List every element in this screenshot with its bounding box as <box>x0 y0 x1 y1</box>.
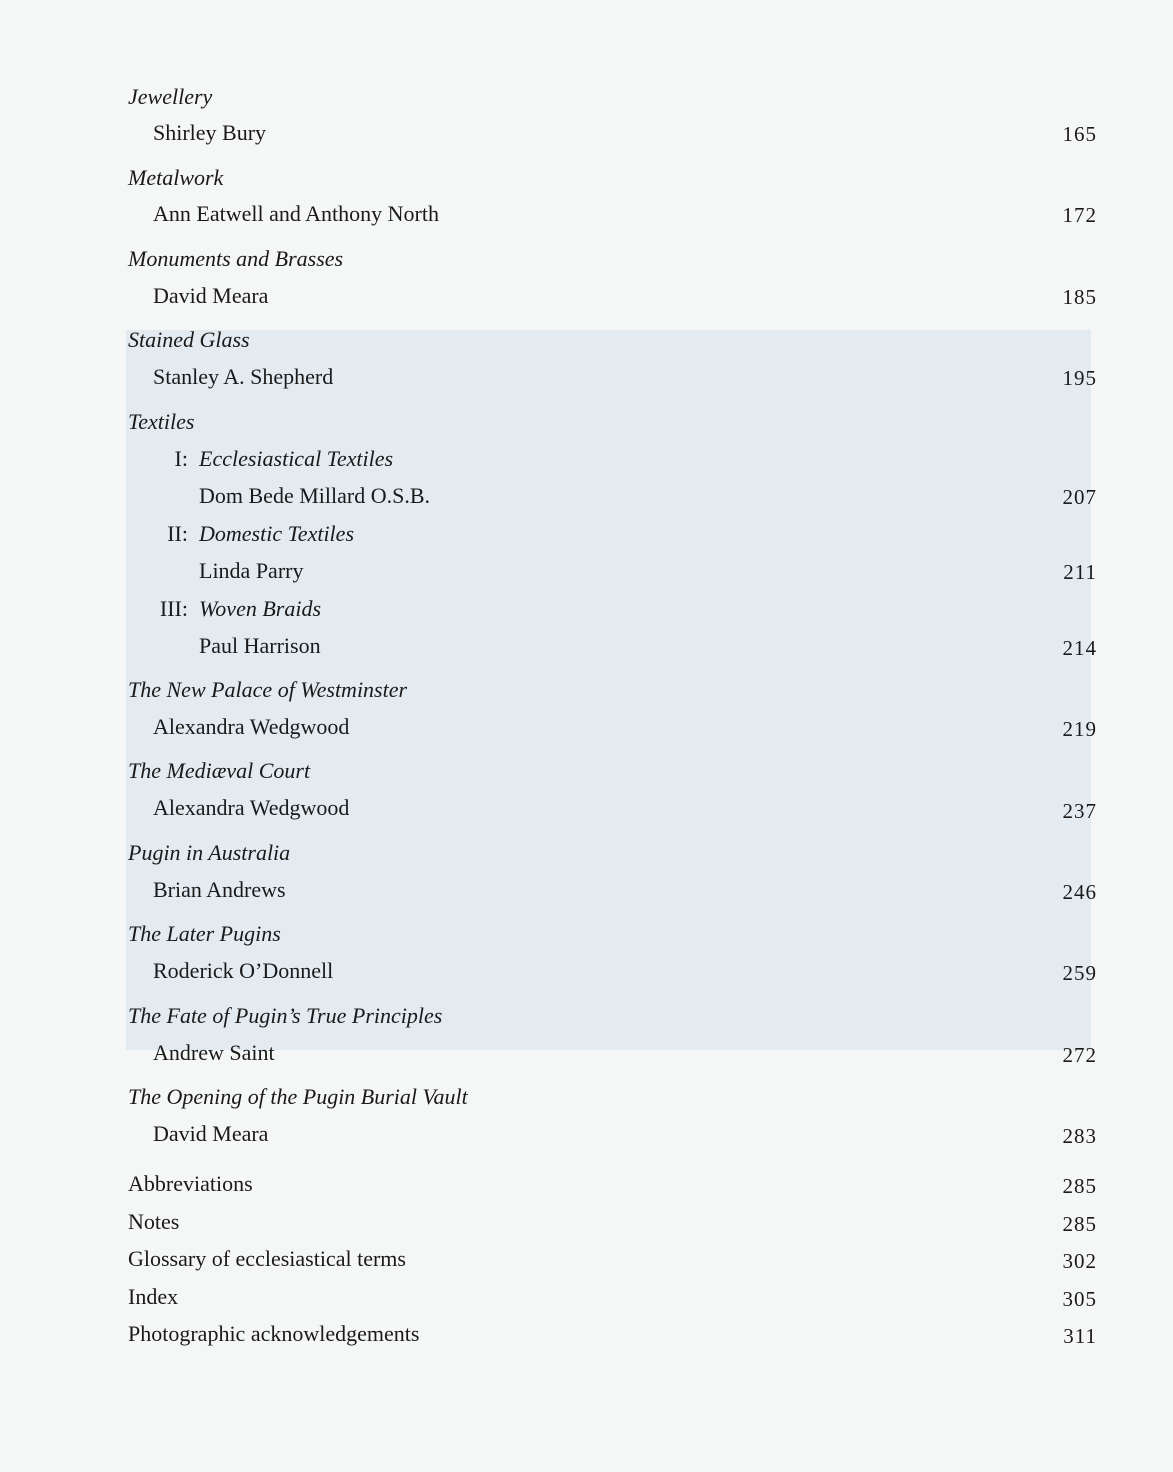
back-matter-label: Glossary of ecclesiastical terms <box>128 1246 406 1271</box>
subsection-title: Domestic Textiles <box>199 521 354 546</box>
page-number: 214 <box>1062 636 1097 660</box>
page-number: 185 <box>1062 285 1097 309</box>
author: David Meara <box>153 1121 269 1146</box>
page-number: 207 <box>1062 485 1097 509</box>
author: Linda Parry <box>199 558 304 583</box>
subsection-number: II: <box>167 521 188 546</box>
section-title: Textiles <box>128 409 195 434</box>
author: Roderick O’Donnell <box>153 958 334 983</box>
section-title: The Fate of Pugin’s True Principles <box>128 1003 443 1028</box>
author: Alexandra Wedgwood <box>153 795 350 820</box>
page-number: 219 <box>1062 717 1097 741</box>
subsection-title: Ecclesiastical Textiles <box>199 446 394 471</box>
back-matter-label: Abbreviations <box>128 1171 253 1196</box>
section-title: The New Palace of Westminster <box>128 677 408 702</box>
section-title: Stained Glass <box>128 327 250 352</box>
back-matter-label: Photographic acknowledgements <box>128 1321 420 1346</box>
author: Andrew Saint <box>153 1040 275 1065</box>
author: Brian Andrews <box>153 877 286 902</box>
page-number: 285 <box>1062 1174 1097 1198</box>
page-number: 283 <box>1062 1124 1097 1148</box>
author: Paul Harrison <box>199 633 321 658</box>
page-number: 302 <box>1062 1249 1097 1273</box>
page-number: 195 <box>1062 366 1097 390</box>
subsection-number: I: <box>174 446 188 471</box>
page-number: 305 <box>1062 1287 1097 1311</box>
author: Dom Bede Millard O.S.B. <box>199 483 430 508</box>
section-title: The Later Pugins <box>128 921 281 946</box>
author: Stanley A. Shepherd <box>153 364 334 389</box>
author: David Meara <box>153 283 269 308</box>
page-number: 246 <box>1062 880 1097 904</box>
page-number: 211 <box>1063 560 1097 584</box>
section-title: The Opening of the Pugin Burial Vault <box>128 1084 468 1109</box>
subsection-number: III: <box>159 596 188 621</box>
author: Ann Eatwell and Anthony North <box>153 201 439 226</box>
page-number: 237 <box>1062 799 1097 823</box>
page-number: 172 <box>1062 203 1097 227</box>
section-title: The Mediæval Court <box>128 758 311 783</box>
page-number: 165 <box>1062 122 1097 146</box>
subsection-title: Woven Braids <box>199 596 322 621</box>
back-matter-label: Index <box>128 1284 179 1309</box>
page-number: 259 <box>1062 961 1097 985</box>
back-matter-label: Notes <box>128 1209 180 1234</box>
page-number: 285 <box>1062 1212 1097 1236</box>
section-title: Jewellery <box>128 84 213 109</box>
section-title: Metalwork <box>128 165 224 190</box>
page-number: 311 <box>1063 1324 1097 1348</box>
page-number: 272 <box>1062 1043 1097 1067</box>
section-title: Monuments and Brasses <box>128 246 344 271</box>
author: Shirley Bury <box>153 120 267 145</box>
section-title: Pugin in Australia <box>128 840 291 865</box>
author: Alexandra Wedgwood <box>153 714 350 739</box>
